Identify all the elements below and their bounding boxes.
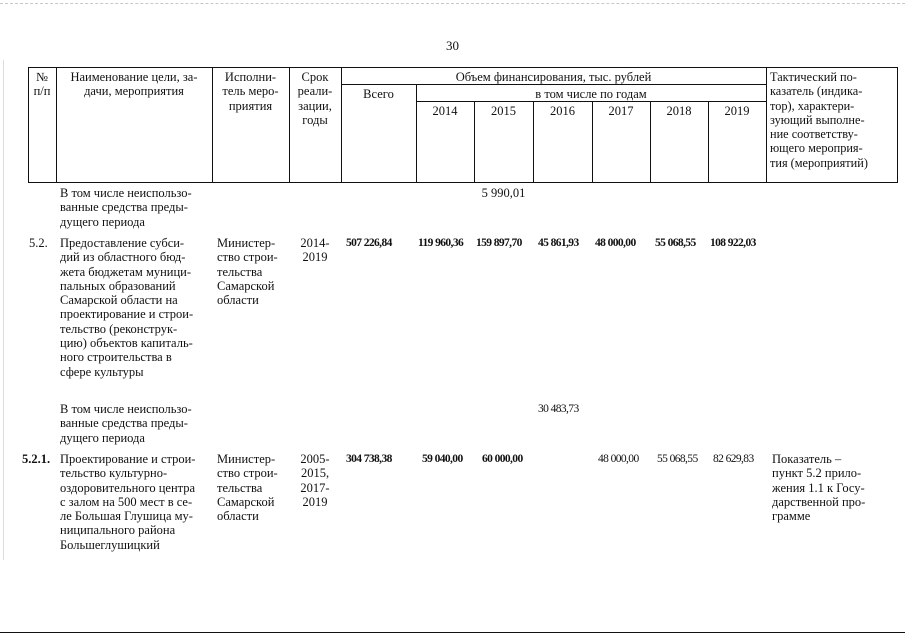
row-value-2015: 159 897,70 <box>476 237 522 249</box>
header-num: № п/п <box>33 70 51 99</box>
row-term: 2014- 2019 <box>300 236 330 265</box>
row-value-2017: 48 000,00 <box>598 453 639 465</box>
row-executor: Министер- ство строи- тельства Самарской области <box>217 236 278 308</box>
scan-margin-mark <box>3 60 5 560</box>
row-term: 2005- 2015, 2017- 2019 <box>300 452 330 509</box>
row-value-2016: 45 861,93 <box>538 237 579 249</box>
header-funding: Объем финансирования, тыс. рублей <box>455 70 652 84</box>
row-name: Проектирование и строи- тельство культурно- оздоровительного центра с залом на 500 мест в се- ле Большая Глушица му- ниципального района Большеглушицкий <box>60 452 196 552</box>
header-divider <box>766 67 767 183</box>
header-year: 2018 <box>666 104 692 118</box>
row-note-name: В том числе неиспользо- ванные средства преды- дущего периода <box>60 402 192 445</box>
row-note-name: В том числе неиспользо- ванные средства преды- дущего периода <box>60 186 192 229</box>
header-name: Наименование цели, за- дачи, мероприятия <box>70 70 198 99</box>
row-name: Предоставление субси- дий из областного бюд- жета бюджетам муници- пальных образований Самарской области на проектирование и строи- тельство (реконструк- цию) объектов капиталь- ного строительства в сфере культуры <box>60 236 194 379</box>
row-value-2014: 119 960,36 <box>418 237 464 249</box>
header-year: 2015 <box>491 104 516 118</box>
row-value-2018: 55 068,55 <box>657 453 698 465</box>
header-indicator: Тактический по- казатель (индика- тор), характери- зующий выполне- ние соответству- ющего мероприя- тия (мероприятий) <box>770 70 868 170</box>
row-indicator: Показатель – пункт 5.2 прило- жения 1.1 к Госу- дарственной про- грамме <box>772 452 866 524</box>
row-number: 5.2.1. <box>22 452 51 466</box>
row-value-2015: 60 000,00 <box>482 453 523 465</box>
row-value-2019: 108 922,03 <box>710 237 756 249</box>
header-year: 2017 <box>608 104 634 118</box>
header-year: 2014 <box>432 104 458 118</box>
header-term: Срок реали- зации, годы <box>297 70 333 127</box>
header-year: 2019 <box>724 104 750 118</box>
row-value-2019: 82 629,83 <box>713 453 754 465</box>
row-executor: Министер- ство строи- тельства Самарской области <box>217 452 278 524</box>
row-number: 5.2. <box>29 236 48 250</box>
row-value-2014: 59 040,00 <box>422 453 463 465</box>
header-year: 2016 <box>550 104 575 118</box>
row-note-value: 30 483,73 <box>538 403 579 415</box>
page-bottom-rule <box>0 632 905 633</box>
row-note-value: 5 990,01 <box>481 186 526 200</box>
header-by-years: в том числе по годам <box>535 87 647 101</box>
row-value-2017: 48 000,00 <box>595 237 636 249</box>
scan-artifact-line <box>0 3 905 5</box>
header-total: Всего <box>363 87 394 101</box>
page-number: 30 <box>446 38 459 53</box>
row-value-2018: 55 068,55 <box>655 237 696 249</box>
row-total: 507 226,84 <box>346 237 392 249</box>
row-total: 304 738,38 <box>346 453 392 465</box>
header-executor: Исполни- тель меро- приятия <box>222 70 279 113</box>
